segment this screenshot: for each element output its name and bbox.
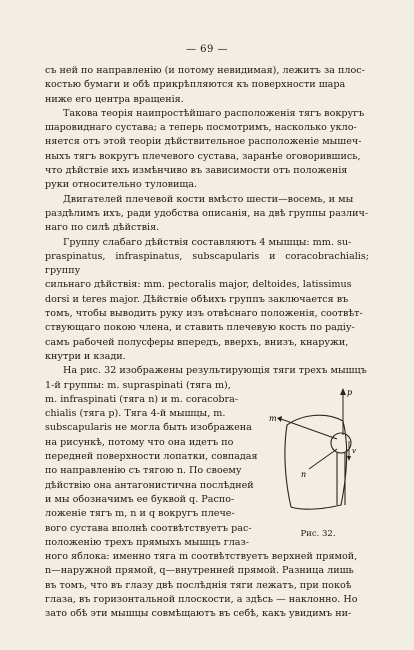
text-line: сильнаго дѣйствія: mm. pectoralis major, deltoides, latissimus: [45, 279, 352, 291]
text-line: дѣйствію она антагонистична послѣдней: [45, 479, 254, 491]
text-line: вого сустава вполнѣ соотвѣтствуетъ рас-: [45, 522, 252, 534]
text-line: томъ, чтобы выводить руку изъ отвѣснаго положенія, соотвѣт-: [45, 308, 363, 320]
label-p: p: [347, 387, 353, 397]
text-line: костью бумаги и обѣ прикрѣпляются къ поверхности шара: [45, 79, 346, 91]
text-line: съ ней по направленію (и потому невидимая), лежитъ за плос-: [45, 65, 365, 76]
text-line: ныхъ тягъ вокругъ плечевого сустава, заранѣе оговорившись,: [45, 150, 361, 162]
p-arrow-head: [340, 388, 346, 395]
text-line: самъ рабочей полусферы впередъ, вверхъ, внизъ, кнаружи,: [45, 336, 349, 348]
text-line: subscapularis не могла быть изображена: [45, 422, 252, 434]
body-text: [45, 64, 369, 622]
text-line: dorsi и teres major. Дѣйствіе обѣихъ группъ заключается въ: [45, 293, 349, 305]
label-n: n: [301, 469, 307, 479]
text-line: на рисункѣ, потому что она идетъ по: [45, 436, 234, 448]
text-line: руки относительно туловища.: [45, 179, 198, 191]
text-line: m. infraspinati (тяга n) и m. coracobra-: [45, 393, 239, 405]
figure-caption: Рис. 32.: [300, 528, 336, 539]
text-line: 1-й группы: m. supraspinati (тяга m),: [45, 379, 231, 391]
m-pull-line: [281, 419, 337, 439]
text-line: ниже его центра вращенія.: [45, 93, 184, 105]
text-line: раздѣлимъ ихъ, ради удобства описанія, на двѣ группы различ-: [45, 207, 369, 219]
humerus-head: [331, 433, 351, 453]
text-line: и мы обозначимъ ее буквой q. Распо-: [45, 493, 235, 505]
text-line: шаровиднаго сустава; а теперь посмотримъ, насколько укло-: [45, 122, 357, 134]
text-line: ложеніе тягъ m, n и q вокругъ плече-: [45, 508, 235, 520]
figure-wrap-block: [45, 379, 369, 551]
text-line: ного яблока: именно тяга m соотвѣтствуетъ верхней прямой,: [45, 551, 358, 563]
text-line: что дѣйствіе ихъ измѣнчиво въ зависимости отъ положенія: [45, 165, 348, 177]
text-line: кнутри и кзади.: [45, 350, 126, 362]
text-line: На рис. 32 изображены результирующія тяги трехъ мышцъ: [63, 365, 367, 377]
text-line: n—наружной прямой, q—внутренней прямой. Разница лишь: [45, 565, 354, 577]
label-v: v: [352, 446, 356, 455]
m-arrow-head: [277, 416, 282, 422]
text-line: глаза, въ горизонтальной плоскости, а здѣсь — наклонно. Но: [45, 593, 358, 605]
text-line: ствующаго покою члена, и ставить плечевую кость по радіу-: [45, 322, 355, 334]
text-line: Двигателей плечевой кости вмѣсто шести—восемь, и мы: [63, 193, 354, 205]
text-line: Группу слабаго дѣйствія составляютъ 4 мышцы: mm. su-: [63, 236, 352, 248]
text-line: praspinatus, infraspinatus, subscapularis и coracobrachialis; группу: [45, 250, 369, 277]
text-line: передней поверхности лопатки, совпадая: [45, 451, 258, 463]
text-line: положенію трехъ прямыхъ мышцъ глаз-: [45, 536, 250, 548]
text-line: няется отъ этой теоріи дѣйствительное расположеніе мышеч-: [45, 136, 362, 148]
v-arrow-head: [347, 456, 351, 461]
shoulder-joint-diagram: [267, 385, 369, 525]
wrapped-text: [45, 379, 261, 551]
label-m: m: [269, 413, 277, 423]
text-line: въ томъ, что въ глазу двѣ послѣднія тяги лежатъ, при покоѣ: [45, 579, 352, 591]
page-number: — 69 —: [185, 44, 229, 55]
text-line: наго по силѣ дѣйствія.: [45, 222, 160, 234]
text-line: chialis (тяга p). Тяга 4-й мышцы, m.: [45, 408, 226, 420]
figure-32: [267, 379, 369, 549]
n-pull-line: [309, 449, 337, 469]
text-line: зато обѣ эти мышцы совмѣщаютъ въ себѣ, какъ увидимъ ни-: [45, 608, 352, 620]
text-line: по направленію съ тягою n. По своему: [45, 465, 242, 477]
text-line: Такова теорія наипростѣйшаго расположенія тягъ вокругъ: [63, 107, 365, 119]
